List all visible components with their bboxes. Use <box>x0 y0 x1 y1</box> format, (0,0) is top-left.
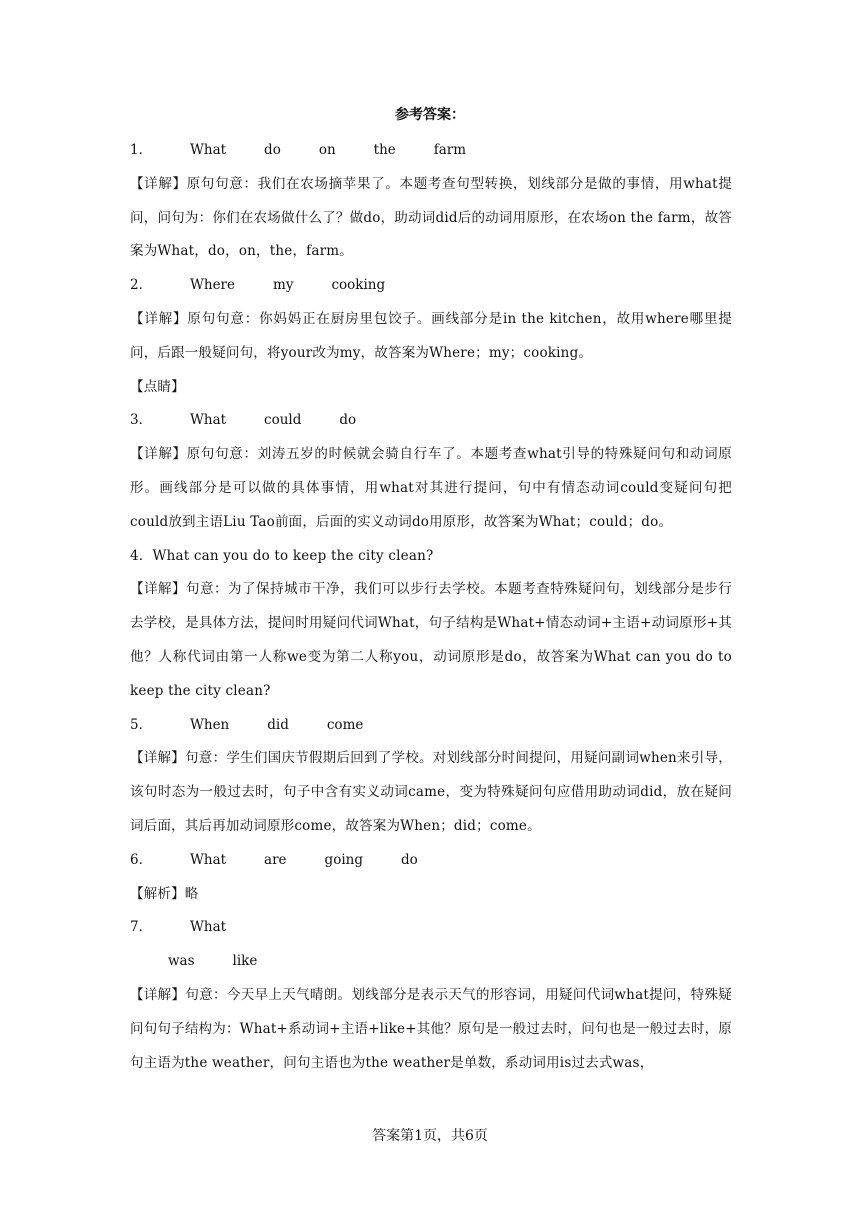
tip-heading: 【点睛】 <box>130 378 185 395</box>
answer-line <box>130 709 732 743</box>
answer-word: do <box>339 412 357 429</box>
answer-line <box>130 134 732 168</box>
answer-word: my <box>273 277 294 294</box>
answer-word: was <box>168 953 195 970</box>
answer-word: What <box>190 851 227 868</box>
answer-word: did <box>267 716 289 733</box>
answer-line <box>130 945 732 979</box>
answer-body <box>130 134 732 1080</box>
answer-sentence: 4．What can you do to keep the city clean? <box>130 547 434 564</box>
item-number: 5． <box>130 716 153 733</box>
answer-line <box>130 269 732 303</box>
page-footer: 答案第1页，共6页 <box>372 1128 488 1144</box>
answer-word: What <box>190 142 227 158</box>
answer-word: What <box>190 412 227 429</box>
answer-word: Where <box>190 277 236 294</box>
item-number: 3． <box>130 412 153 429</box>
item-number: 1． <box>130 142 153 158</box>
answer-word: going <box>324 851 363 868</box>
explanation-paragraph: 【详解】原句句意：刘涛五岁的时候就会骑自行车了。本题考查what引导的特殊疑问句和动词原形。画线部分是可以做的具体事情，用what对其进行提问，句中有情态动词could变疑问句把could放到主语Liu Tao前面，后面的实义动词do用原形，故答案为What；could；do。 <box>130 446 732 530</box>
answer-word: farm <box>433 142 467 158</box>
answer-word: What <box>190 919 227 936</box>
explanation-paragraph: 【详解】句意：为了保持城市干净，我们可以步行去学校。本题考查特殊疑问句，划线部分是步行去学校，是具体方法，提问时用疑问代词What，句子结构是What+情态动词+主语+动词原形+其他？人称代词由第一人称we变为第二人称you，动词原形是do，故答案为What can you do to keep the city clean? <box>130 581 732 699</box>
answer-word: like <box>232 953 258 970</box>
answer-word: cooking <box>331 277 386 294</box>
item-number: 2． <box>130 277 153 294</box>
answer-line <box>130 404 732 438</box>
answer-word: are <box>264 851 287 868</box>
analysis-paragraph: 【解析】略 <box>130 885 199 902</box>
item-number: 7． <box>130 919 153 936</box>
explanation-paragraph: 【详解】句意：学生们国庆节假期后回到了学校。对划线部分时间提问，用疑问副词when来引导，该句时态为一般过去时，句子中含有实义动词came，变为特殊疑问句应借用助动词did，放在疑问词后面，其后再加动词原形come，故答案为When；did；come。 <box>130 750 732 834</box>
page-title: 参考答案： <box>395 107 465 123</box>
answer-line <box>130 911 732 945</box>
answer-word: come <box>326 716 364 733</box>
item-number: 6． <box>130 851 153 868</box>
explanation-paragraph: 【详解】句意：今天早上天气晴朗。划线部分是表示天气的形容词，用疑问代词what提问，特殊疑问句句子结构为：What+系动词+主语+like+其他？原句是一般过去时，问句也是一般过去时，原句主语为the weather，问句主语也为the weather是单数，系动词用is过去式was， <box>130 986 732 1071</box>
answer-line <box>130 844 732 878</box>
answer-word: on <box>318 142 336 158</box>
answer-word: could <box>264 412 302 429</box>
explanation-paragraph: 【详解】原句句意：你妈妈正在厨房里包饺子。画线部分是in the kitchen，故用where哪里提问，后跟一般疑问句，将your改为my，故答案为Where；my；cooking。 <box>130 310 732 361</box>
explanation-paragraph: 【详解】原句句意：我们在农场摘苹果了。本题考查句型转换，划线部分是做的事情，用what提问，问句为：你们在农场做什么了？做do，助动词did后的动词用原形，在农场on the farm，故答案为What，do，on，the，farm。 <box>130 175 732 260</box>
answer-word: do <box>264 142 281 158</box>
answer-word: do <box>400 851 418 868</box>
answer-word: the <box>373 142 396 158</box>
answer-word: When <box>190 716 230 733</box>
